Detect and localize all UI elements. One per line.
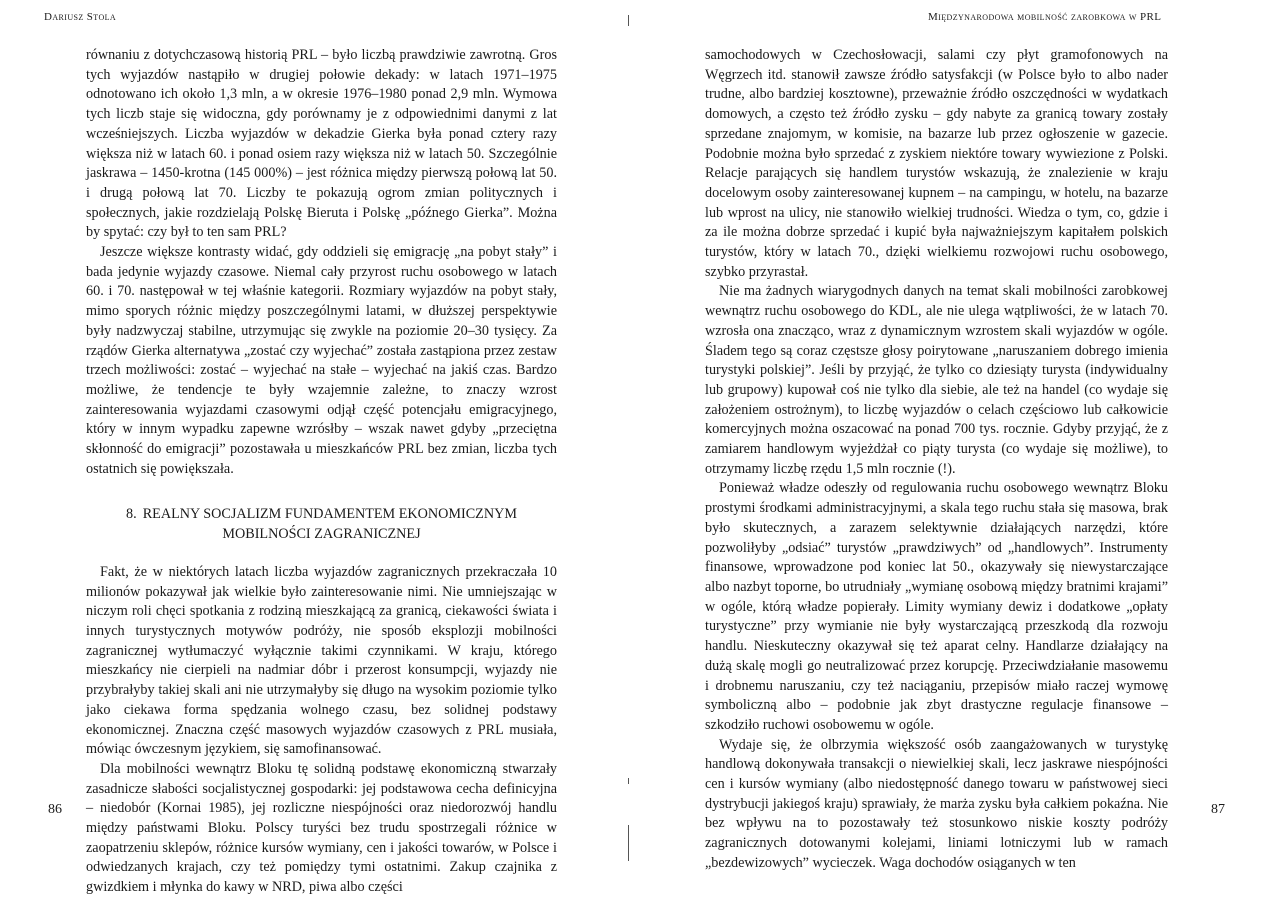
right-page-body (705, 46, 1168, 874)
paragraph: Wydaje się, że olbrzymia większość osób zaangażowanych w turystykę handlową dokonywała transakcji o niewielkiej skali, lecz jaskrawe niespójności cen i kursów wymiany (albo niedostępność danego towaru w państwowej sieci dystrybucji jakiegoś kraju) sprawiały, że marża zysku była całkiem pokaźna. Nie bez wpływu na to pozostawały też stosunkowo niskie koszty podróży zagranicznych dotowanymi kolejami, liniami lotniczymi lub w ramach „bezdewizowych” wycieczek. Waga dochodów osiąganych w ten (705, 736, 1168, 871)
paragraph: Nie ma żadnych wiarygodnych danych na temat skali mobilności zarobkowej wewnątrz ruchu osobowego do KDL, ale nie ulega wątpliwości, że w latach 70. wzrosła ona znacząco, wraz z dynamicznym wzrostem skali wyjazdów w ogóle. Śladem tego są coraz częstsze głosy poirytowane „naruszaniem dobrego imienia turystyki polskiej”. Jeśli by przyjąć, że tylko co dziesiąty turysta (indywidualny lub grupowy) kupował coś nie tylko dla siebie, ale też na handel (co wydaje się założeniem ostrożnym), to liczbę wyjazdów o celach częściowo lub całkowicie komercyjnych można oszacować na ponad 700 tys. rocznie. Gdyby przyjąć, że z zamiarem handlowym wyjeżdżał co piąty turysta (co wydaje się możliwe), to otrzymamy liczbę rzędu 1,5 mln rocznie (!). (705, 283, 1168, 477)
gutter-mark (628, 15, 629, 26)
left-page-body (86, 46, 557, 898)
paragraph: Dla mobilności wewnątrz Bloku tę solidną podstawę ekonomiczną stwarzały zasadnicze słabości socjalistycznej gospodarki: jej podstawowa cecha definicyjna – niedobór (Kornai 1985), jej rozliczne niespójności oraz niedorozwój handlu między państwami Bloku. Polscy turyści bez trudu spostrzegali różnice w zaopatrzeniu sklepów, różnice kursów wymiany, cen i jakości towarów, w Polsce i odwiedzanych krajach, czy też pomiędzy tymi ostatnimi. Zakup czajnika z gwizdkiem i młynka do kawy w NRD, piwa albo części (86, 760, 557, 896)
running-head-title: Międzynarodowa mobilność zarobkowa w PRL (928, 11, 1162, 23)
section-heading-line (86, 505, 557, 525)
paragraph: Jeszcze większe kontrasty widać, gdy oddzieli się emigrację „na pobyt stały” i bada jedynie wyjazdy czasowe. Niemal cały przyrost ruchu osobowego w latach 60. i 70. następował w tej właśnie kategorii. Rozmiary wyjazdów na pobyt stały, mimo sporych różnic między poszczególnymi latami, w dłuższej perspektywie były nadzwyczaj stabilne, utrzymując się zwykle na poziomie 20–30 tysięcy. Za rządów Gierka alternatywa „zostać czy wyjechać” została zastąpiona przez zestaw trzech możliwości: zostać – wyjechać na stałe – wyjechać na jakiś czas. Bardzo możliwe, że tendencje te były wzajemnie zależne, to znaczy wzrost zainteresowania wyjazdami czasowymi odjął część potencjału emigracyjnego, który w innym wypadku zapewne wzrósłby – wszak nawet gdyby „przeciętna skłonność do emigracji” pozostawała u mieszkańców PRL bez zmian, liczba tych ostatnich się powiększała. (86, 244, 557, 477)
section-title-line1: REALNY SOCJALIZM FUNDAMENTEM EKONOMICZNYM (142, 506, 517, 523)
paragraph: samochodowych w Czechosłowacji, salami czy płyt gramofonowych na Węgrzech itd. stanowił zawsze źródło satysfakcji (w Polsce było to albo nader trudne, albo bardziej kosztowne), przeważnie źródło oszczędności w wydatkach domowych, a często też źródło zysku – gdy nabyte za granicą towary zostały sprzedane znajomym, w komisie, na bazarze lub przez ogłoszenie w gazecie. Podobnie można było sprzedać z zyskiem niektóre towary wywiezione z Polski. Relacje parających się handlem turystów wskazują, że znalezienie w kraju docelowym osoby zainteresowanej kupnem – na campingu, w hotelu, na bazarze lub wprost na ulicy, nie stanowiło wielkiej trudności. Wiedza o tym, co, gdzie i za ile można dobrze sprzedać i kupić była najważniejszym kapitałem polskich turystów, który w latach 70., dzięki wielkiemu rozwojowi ruchu osobowego, szybko przyrastał. (705, 47, 1168, 280)
paragraph: równaniu z dotychczasową historią PRL – było liczbą prawdziwie zawrotną. Gros tych wyjazdów nastąpiło w drugiej połowie dekady: w latach 1971–1975 odnotowano ich około 1,3 mln, a w okresie 1976–1980 ponad 2,9 mln. Wymowa tych liczb staje się widoczna, gdy porównamy je z odpowiednimi danymi z lat wcześniejszych. Liczba wyjazdów w dekadzie Gierka była ponad cztery razy większa niż w latach 60. i ponad osiem razy większa niż w latach 50. Szczególnie jaskrawa – 1450-krotna (145 000%) – jest różnica między pierwszą połową lat 50. i drugą połową lat 70. Liczby te pokazują ogrom zmian politycznych i społecznych, jakie rozdzielają Polskę Bieruta i Polskę „późnego Gierka”. Można by spytać: czy był to ten sam PRL? (86, 47, 557, 241)
right-page (631, 0, 1262, 894)
section-number: 8. (126, 506, 137, 523)
paragraph: Fakt, że w niektórych latach liczba wyjazdów zagranicznych przekraczała 10 milionów pokazywał jak wielkie było zainteresowanie nimi. Nie umniejszając w niczym roli chęci spotkania z rodziną mieszkającą za granicą, ciekawości świata i innych turystycznych motywów podróży, nie sposób eksplozji mobilności zagranicznej wytłumaczyć wyłącznie takimi czynnikami. W kraju, którego mieszkańcy nie cierpieli na nadmiar dóbr i przerost konsumpcji, wyjazdy nie przybrałyby takiej skali ani nie utrzymałyby się długo na wysokim poziomie tylko jako ciekawa forma spędzania wolnego czasu, bez solidnej podstawy ekonomicznej. Znaczna część masowych wyjazdów czasowych z PRL musiała, mówiąc ówczesnym językiem, się samofinansować. (86, 563, 557, 758)
running-head-author: Dariusz Stola (44, 11, 117, 23)
gutter-mark (628, 778, 629, 784)
section-title-line2: MOBILNOŚCI ZAGRANICZNEJ (222, 526, 421, 543)
page-number-left: 86 (48, 802, 62, 817)
section-heading (86, 505, 557, 544)
left-page (0, 0, 631, 894)
page-number-right: 87 (1211, 802, 1225, 817)
gutter-mark (628, 825, 629, 861)
paragraph: Ponieważ władze odeszły od regulowania ruchu osobowego wewnątrz Bloku prostymi środkami administracyjnymi, a skala tego ruchu stała się masowa, brak było skutecznych, a zarazem selektywnie działających narzędzi, które pozwoliłyby „odsiać” turystów „prawdziwych” od „handlowych”. Instrumenty finansowe, wprowadzone pod koniec lat 50., okazywały się niewystarczające albo nazbyt toporne, bo utrudniały „wymianę osobową między bratnimi krajami” w ogóle, którą władze popierały. Limity wymiany dewiz i dodatkowe „opłaty turystyczne” przy wymianie nie były wystarczającą przeszkodą dla rozwoju handlu. Nieskuteczny okazywał się też aparat celny. Handlarze działający na dużą skalę mogli go neutralizować przez korupcję. Przeciwdziałanie masowemu i drobnemu naruszaniu, czy też naciąganiu, przepisów miało raczej wymowę symboliczną albo – podobnie jak zbyt drastyczne regulacje finansowe – szkodziło ruchowi osobowemu w ogóle. (705, 480, 1168, 733)
